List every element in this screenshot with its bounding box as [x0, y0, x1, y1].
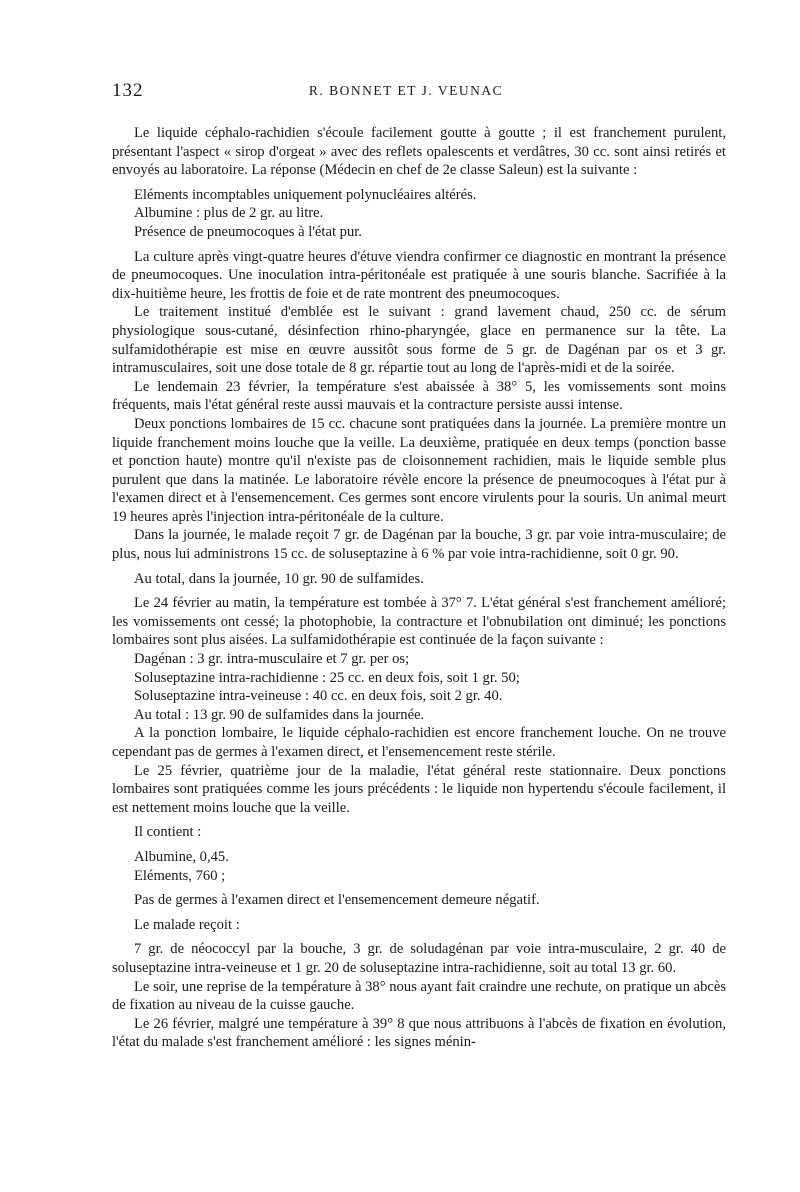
- paragraph: Au total, dans la journée, 10 gr. 90 de sulfamides.: [134, 570, 424, 587]
- dosage-line: Soluseptazine intra-rachidienne : 25 cc. en deux fois, soit 1 gr. 50;: [134, 669, 520, 686]
- paragraph: Dans la journée, le malade reçoit 7 gr. de Dagénan par la bouche, 3 gr. par voie intra-musculaire; de plus, nous lui administrons 15 cc. de soluseptazine à 6 % par voie intra-rachidienne, soit 0 gr. 90.: [112, 527, 726, 563]
- page-header: [112, 80, 700, 104]
- paragraph: Le malade reçoit :: [134, 916, 240, 933]
- lab-result-line: Eléments, 760 ;: [134, 867, 226, 884]
- running-title: R. BONNET ET J. VEUNAC: [308, 83, 504, 98]
- paragraph: A la ponction lombaire, le liquide céphalo-rachidien est encore franchement louche. On ne trouve cependant pas de germes à l'examen direct, et l'ensemencement reste stérile.: [112, 725, 726, 760]
- paragraph: Le 24 février au matin, la température est tombée à 37° 7. L'état général s'est franchement amélioré; les vomissements ont cessé; la photophobie, la contracture et l'obnubilation ont diminué; les ponctions lombaires sont plus aisées. La sulfamidothérapie est continuée de la façon suivante :: [112, 595, 726, 649]
- page-number: 132: [112, 80, 144, 101]
- lab-result-line: Albumine : plus de 2 gr. au litre.: [134, 205, 324, 222]
- paragraph: Le lendemain 23 février, la température s'est abaissée à 38° 5, les vomissements sont moins fréquents, mais l'état général reste aussi mauvais et la contracture persiste aussi intense.: [112, 378, 726, 414]
- paragraph: Il contient :: [134, 824, 202, 841]
- paragraph: Deux ponctions lombaires de 15 cc. chacune sont pratiquées dans la journée. La première montre un liquide franchement moins louche que la veille. La deuxième, pratiquée en deux temps (ponction basse et ponction haute) montre qu'il n'existe pas de cloisonnement rachidien, mais le liquide semble plus purulent que dans la matinée. Le laboratoire révèle encore la présence de pneumocoques à l'état pur à l'examen direct et à l'ensemencement. Ces germes sont encore virulents pour la souris. Un animal meurt 19 heures après l'injection intra-péritonéale de la culture.: [112, 415, 726, 525]
- paragraph: Pas de germes à l'examen direct et l'ensemencement demeure négatif.: [134, 892, 540, 909]
- paragraph: Le 26 février, malgré une température à 39° 8 que nous attribuons à l'abcès de fixation en évolution, l'état du malade s'est franchement amélioré : les signes ménin-: [112, 1015, 726, 1051]
- paragraph: Le traitement institué d'emblée est le suivant : grand lavement chaud, 250 cc. de sérum physiologique sous-cutané, désinfection rhino-pharyngée, glace en permanence sur la tête. La sulfamidothérapie est mise en œuvre aussitôt sous forme de 5 gr. de Dagénan par os et 3 gr. intramusculaires, soit une dose totale de 8 gr. répartie tout au long de l'après-midi et de la soirée.: [112, 304, 726, 377]
- lab-result-line: Présence de pneumocoques à l'état pur.: [134, 223, 362, 240]
- dosage-line: Dagénan : 3 gr. intra-musculaire et 7 gr. per os;: [134, 651, 410, 668]
- lab-result-line: Eléments incomptables uniquement polynucléaires altérés.: [134, 186, 477, 203]
- paragraph: Le 25 février, quatrième jour de la maladie, l'état général reste stationnaire. Deux ponctions lombaires sont pratiquées comme les jours précédents : le liquide non hypertendu s'écoule facilement, il est nettement moins louche que la veille.: [112, 762, 726, 816]
- paragraph: Le liquide céphalo-rachidien s'écoule facilement goutte à goutte ; il est franchement purulent, présentant l'aspect « sirop d'orgeat » avec des reflets opalescents et verdâtres, 30 cc. sont ainsi retirés et envoyés au laboratoire. La réponse (Médecin en chef de 2e classe Saleun) est la suivante :: [112, 125, 726, 179]
- lab-result-line: Albumine, 0,45.: [134, 848, 229, 865]
- body-text: [112, 124, 726, 1052]
- paragraph: Le soir, une reprise de la température à 38° nous ayant fait craindre une rechute, on pratique un abcès de fixation au niveau de la cuisse gauche.: [112, 978, 726, 1014]
- paragraph: La culture après vingt-quatre heures d'étuve viendra confirmer ce diagnostic en montrant la présence de pneumocoques. Une inoculation intra-péritonéale est pratiquée à une souris blanche. Sacrifiée à la dix-huitième heure, les frottis de foie et de rate montrent des pneumocoques.: [112, 248, 726, 302]
- paragraph: 7 gr. de néococcyl par la bouche, 3 gr. de soludagénan par voie intra-musculaire, 2 gr. 40 de soluseptazine intra-veineuse et 1 gr. 20 de soluseptazine intra-rachidienne, soit au total 13 gr. 60.: [112, 941, 726, 976]
- dosage-line: Soluseptazine intra-veineuse : 40 cc. en deux fois, soit 2 gr. 40.: [134, 688, 503, 705]
- dosage-line: Au total : 13 gr. 90 de sulfamides dans la journée.: [134, 706, 425, 723]
